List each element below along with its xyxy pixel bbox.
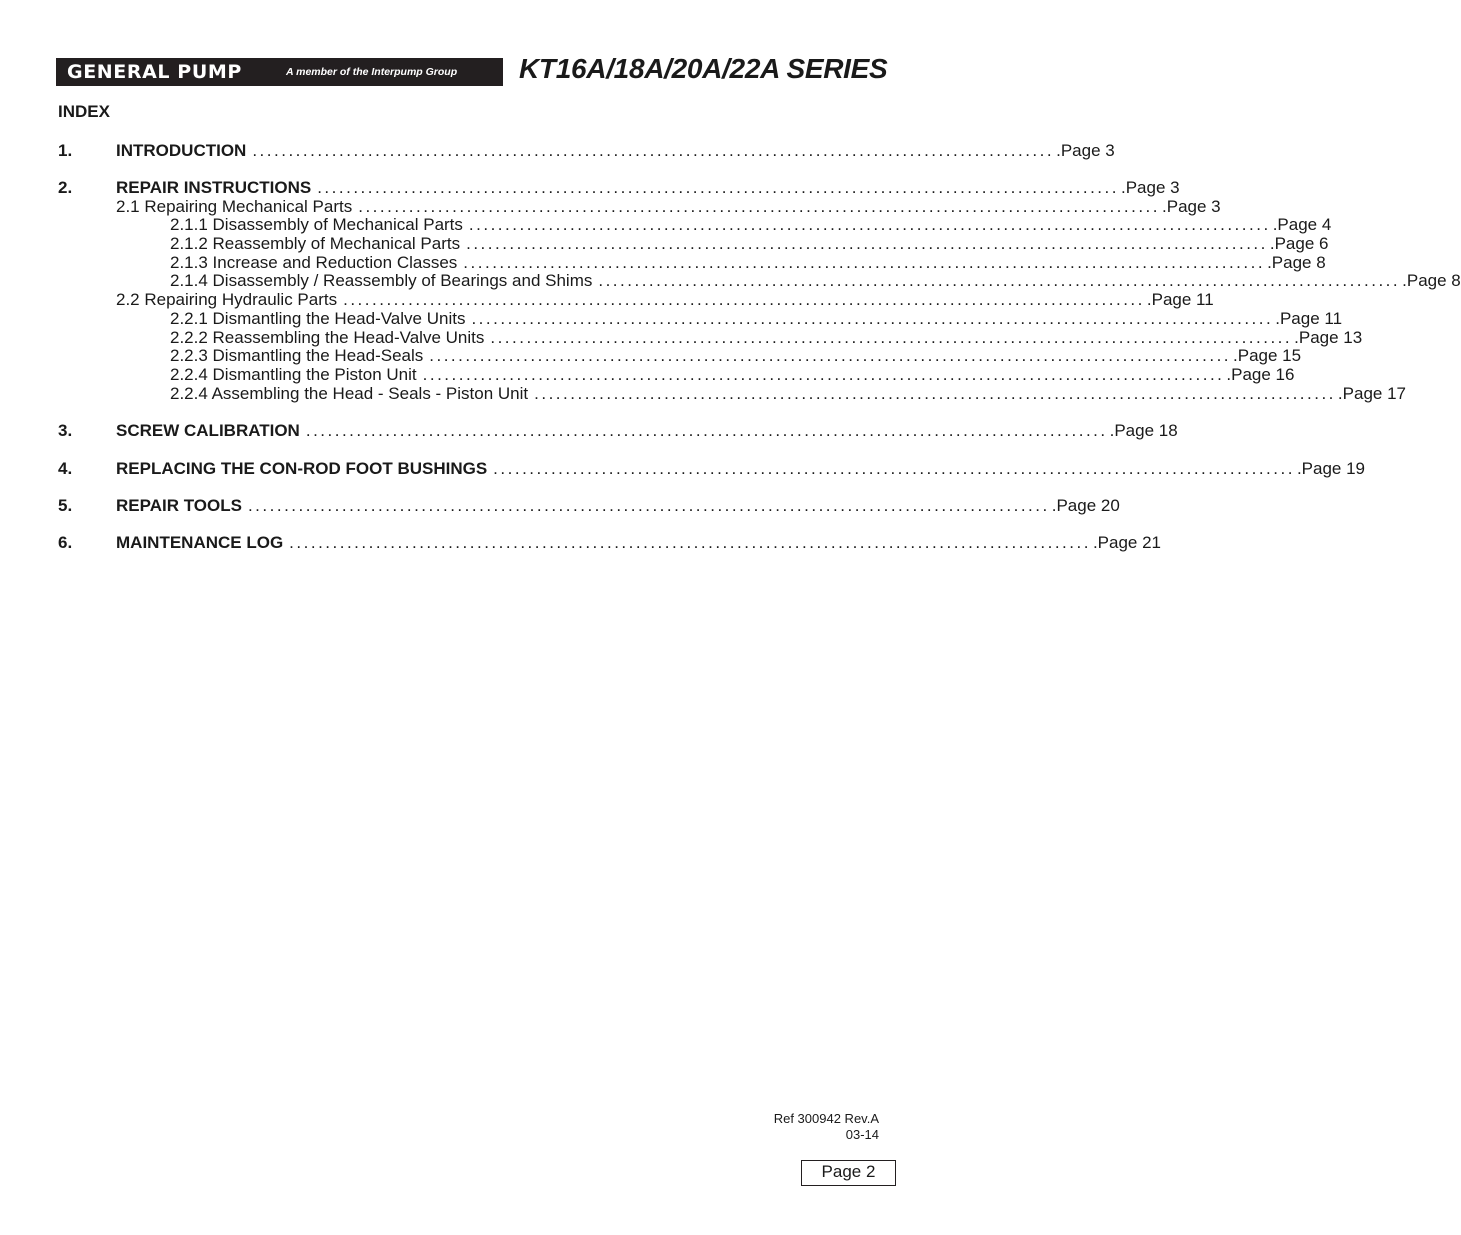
- toc-entry-2-2-4-assembling[interactable]: [170, 384, 1406, 404]
- toc-page-ref: .Page 19: [1296, 459, 1366, 478]
- toc-entry-title: REPAIR INSTRUCTIONS: [116, 178, 312, 197]
- toc-number: 4.: [58, 459, 73, 478]
- dot-leader: ...............................................................................................................: [429, 346, 1232, 365]
- dot-leader: ...............................................................................................................: [358, 197, 1161, 216]
- toc-entry-2-1-4[interactable]: [170, 271, 1461, 291]
- dot-leader: ...............................................................................................................: [471, 309, 1274, 328]
- toc-entry-maintenance-log[interactable]: [116, 533, 1162, 553]
- dot-leader: ...............................................................................................................: [317, 178, 1119, 197]
- document-reference: [774, 1111, 879, 1143]
- toc-page-ref: .Page 17: [1337, 384, 1406, 403]
- toc-entry-repair-instructions[interactable]: [116, 178, 1180, 198]
- toc-entry-title: MAINTENANCE LOG: [116, 533, 284, 552]
- toc-entry-title: 2.2.4 Dismantling the Piston Unit: [170, 365, 417, 384]
- dot-leader: ...............................................................................................................: [493, 459, 1295, 478]
- toc-page-ref: .Page 13: [1294, 328, 1363, 347]
- toc-entry-introduction[interactable]: [116, 141, 1115, 161]
- toc-entry-2-2-4-dismantling[interactable]: [170, 365, 1295, 385]
- reference-number: Ref 300942 Rev.A: [773, 1111, 879, 1126]
- toc-number: 2.: [58, 178, 73, 197]
- toc-entry-2-2-3[interactable]: [170, 346, 1302, 366]
- toc-entry-2-2[interactable]: [116, 290, 1214, 310]
- toc-entry-title: 2.2.4 Assembling the Head - Seals - Piston Unit: [170, 384, 529, 403]
- brand-name: GENERAL PUMP: [67, 61, 242, 83]
- toc-entry-title: 2.1.4 Disassembly / Reassembly of Bearings and Shims: [170, 271, 593, 290]
- index-heading: INDEX: [58, 102, 110, 121]
- toc-entry-2-2-1[interactable]: [170, 309, 1343, 329]
- toc-entry-2-1[interactable]: [116, 197, 1221, 217]
- toc-entry-2-1-2[interactable]: [170, 234, 1329, 254]
- dot-leader: ...............................................................................................................: [466, 234, 1268, 253]
- toc-page-ref: .Page 3: [1120, 178, 1180, 197]
- toc-entry-title: 2.1 Repairing Mechanical Parts: [116, 197, 353, 216]
- dot-leader: ...............................................................................................................: [289, 533, 1091, 552]
- toc-entry-title: 2.2.3 Dismantling the Head-Seals: [170, 346, 424, 365]
- toc-page-ref: .Page 21: [1092, 533, 1162, 552]
- toc-page-ref: .Page 4: [1272, 215, 1332, 234]
- toc-entry-title: 2.1.3 Increase and Reduction Classes: [170, 253, 458, 272]
- toc-entry-title: SCREW CALIBRATION: [116, 421, 300, 440]
- toc-entry-2-1-3[interactable]: [170, 253, 1326, 273]
- dot-leader: ...............................................................................................................: [490, 328, 1293, 347]
- toc-number: 1.: [58, 141, 73, 160]
- dot-leader: ...............................................................................................................: [247, 496, 1050, 515]
- toc-page-ref: .Page 15: [1233, 346, 1302, 365]
- toc-entry-title: 2.1.2 Reassembly of Mechanical Parts: [170, 234, 461, 253]
- dot-leader: ...............................................................................................................: [598, 271, 1401, 290]
- dot-leader: ...............................................................................................................: [343, 290, 1145, 309]
- toc-entry-title: 2.2.1 Dismantling the Head-Valve Units: [170, 309, 466, 328]
- toc-entry-title: 2.2.2 Reassembling the Head-Valve Units: [170, 328, 485, 347]
- toc-page-ref: .Page 18: [1109, 421, 1178, 440]
- toc-page-ref: .Page 20: [1051, 496, 1120, 515]
- toc-entry-2-1-1[interactable]: [170, 215, 1332, 235]
- dot-leader: ...............................................................................................................: [422, 365, 1225, 384]
- toc-entry-title: INTRODUCTION: [116, 141, 247, 160]
- toc-page-ref: .Page 11: [1146, 290, 1214, 309]
- dot-leader: ...............................................................................................................: [305, 421, 1108, 440]
- group-tagline: A member of the Interpump Group: [286, 66, 458, 78]
- toc-entry-screw-calibration[interactable]: [116, 421, 1178, 441]
- toc-entry-title: REPAIR TOOLS: [116, 496, 242, 515]
- revision-date: 03-14: [845, 1127, 879, 1142]
- toc-entry-repair-tools[interactable]: [116, 496, 1120, 516]
- series-title: KT16A/18A/20A/22A SERIES: [519, 53, 888, 84]
- dot-leader: ...............................................................................................................: [468, 215, 1271, 234]
- toc-entry-2-2-2[interactable]: [170, 328, 1363, 348]
- toc-number: 5.: [58, 496, 73, 515]
- toc-number: 6.: [58, 533, 73, 552]
- toc-page-ref: .Page 3: [1162, 197, 1221, 216]
- toc-entry-title: 2.2 Repairing Hydraulic Parts: [116, 290, 338, 309]
- toc-entry-title: REPLACING THE CON-ROD FOOT BUSHINGS: [116, 459, 488, 478]
- toc-entry-title: 2.1.1 Disassembly of Mechanical Parts: [170, 215, 463, 234]
- dot-leader: ...............................................................................................................: [463, 253, 1266, 272]
- dot-leader: ...............................................................................................................: [252, 141, 1055, 160]
- toc-entry-con-rod-bushings[interactable]: [116, 459, 1366, 479]
- toc-page-ref: .Page 16: [1226, 365, 1295, 384]
- page-number: Page 2: [801, 1160, 896, 1186]
- toc-page-ref: .Page 8: [1267, 253, 1326, 272]
- toc-page-ref: .Page 3: [1056, 141, 1115, 160]
- dot-leader: ...............................................................................................................: [534, 384, 1336, 403]
- toc-page-ref: .Page 6: [1269, 234, 1329, 253]
- toc-page-ref: .Page 11: [1275, 309, 1343, 328]
- header-bar: [56, 58, 503, 86]
- toc-number: 3.: [58, 421, 73, 440]
- toc-page-ref: .Page 8: [1402, 271, 1461, 290]
